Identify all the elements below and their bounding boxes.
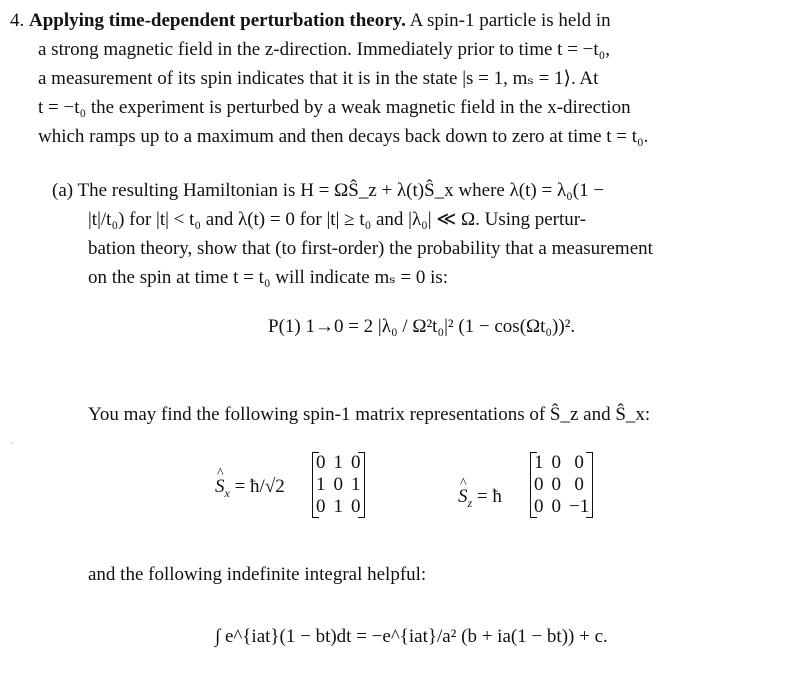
problem-title: Applying time-dependent perturbation theory.	[29, 10, 406, 31]
intro-line: a strong magnetic field in the z-direction. Immediately prior to time t = −t₀,	[38, 39, 611, 60]
part-label: (a)	[52, 180, 74, 201]
matrix-intro: You may find the following spin-1 matrix representations of Ŝ_z and Ŝ_x:	[88, 404, 651, 425]
sx-label: ^ $S_x$ = ħ/√2	[215, 472, 285, 501]
integral-intro: and the following indefinite integral helpful:	[88, 564, 427, 585]
intro-line: t = −t₀ the experiment is perturbed by a weak magnetic field in the x-direction	[38, 97, 631, 118]
sz-matrix: 1 0 0 0 0 0 0 0 −1	[530, 452, 593, 518]
intro-line: a measurement of its spin indicates that it is in the state |s = 1, mₛ = 1⟩. At	[38, 68, 599, 89]
problem-line-1	[10, 6, 611, 35]
integral-formula: ∫ e^{iat}(1 − bt)dt = −e^{iat}/a² (b + ia(1 − bt)) + c.	[215, 626, 608, 647]
intro-line: which ramps up to a maximum and then decays back down to zero at time t = t₀.	[38, 126, 649, 147]
part-text: The resulting Hamiltonian is H = ΩŜ_z + λ(t)Ŝ_x where λ(t) = λ₀(1 −	[77, 180, 605, 201]
part-text: on the spin at time t = t₀ will indicate mₛ = 0 is:	[88, 267, 449, 288]
sz-prefactor: ħ	[492, 486, 502, 507]
part-a-line-1	[52, 176, 604, 205]
part-text: bation theory, show that (to first-order) the probability that a measurement	[88, 238, 653, 259]
probability-formula: P(1) 1→0 = 2 |λ₀ / Ω²t₀|² (1 − cos(Ωt₀))².	[268, 316, 576, 337]
part-text: |t|/t₀) for |t| < t₀ and λ(t) = 0 for |t| ≥ t₀ and |λ₀| ≪ Ω. Using pertur-	[88, 209, 587, 230]
sz-label: ^ $S_z$ = ħ	[458, 482, 502, 511]
margin-dot: .	[11, 436, 14, 447]
intro-line: A spin-1 particle is held in	[409, 10, 611, 31]
sx-prefactor: ħ/√2	[250, 476, 285, 497]
sx-matrix: 0 1 0 1 0 1 0 1 0	[312, 452, 365, 518]
problem-number: 4.	[10, 10, 25, 31]
